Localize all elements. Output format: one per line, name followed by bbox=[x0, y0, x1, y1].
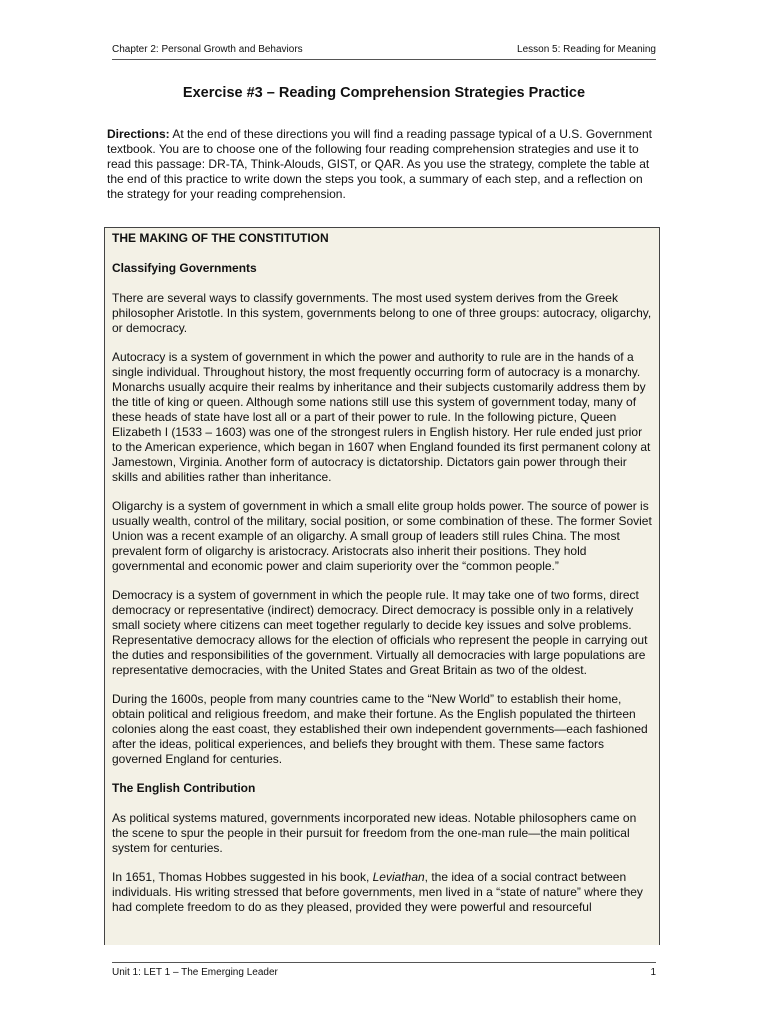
paragraph-hobbes bbox=[112, 870, 655, 915]
footer-unit: Unit 1: LET 1 – The Emerging Leader bbox=[112, 967, 278, 978]
hobbes-text-start: In 1651, Thomas Hobbes suggested in his book, bbox=[112, 870, 373, 884]
section-heading-english: The English Contribution bbox=[112, 781, 256, 795]
passage-title: THE MAKING OF THE CONSTITUTION bbox=[112, 231, 329, 245]
paragraph-philosophers: As political systems matured, governments incorporated new ideas. Notable philosophers came on the scene to spur the people in their pursuit for freedom from the one-man rule—the main political system for centuries. bbox=[112, 811, 637, 855]
header-chapter: Chapter 2: Personal Growth and Behaviors bbox=[112, 44, 303, 55]
page-header bbox=[112, 44, 656, 60]
directions-text: At the end of these directions you will find a reading passage typical of a U.S. Government textbook. You are to choose one of the following four reading comprehension strategies and use it to read this passage: DR-TA, Think-Alouds, GIST, or QAR. As you use the strategy, complete the table at the end of this practice to write down the steps you took, a summary of each step, and a reflection on the strategy for your reading comprehension. bbox=[107, 127, 652, 201]
paragraph-autocracy: Autocracy is a system of government in which the power and authority to rule are in the hands of a single individual. Throughout history, the most frequently occurring form of autocracy is a monarchy. Monarchs usually acquire their realms by inheritance and their subjects customarily address them by the title of king or queen. Although some nations still use this system of government today, many of these heads of state have lost all or a part of their power to rule. In the following picture, Queen Elizabeth I (1533 – 1603) was one of the strongest rulers in English history. Her rule ended just prior to the American experience, which began in 1607 when England founded its first permanent colony at Jamestown, Virginia. Another form of autocracy is dictatorship. Dictators gain power through their skills and abilities rather than inheritance. bbox=[112, 350, 651, 484]
paragraph-new-world: During the 1600s, people from many countries came to the “New World” to establish their home, obtain political and religious freedom, and make their fortune. As the English populated the thirteen colonies along the east coast, they established their own independent governments—each fashioned after the ideas, political experiences, and beliefs they brought with them. These same factors governed England for centuries. bbox=[112, 692, 648, 766]
page-footer bbox=[112, 962, 656, 978]
header-lesson: Lesson 5: Reading for Meaning bbox=[517, 44, 656, 55]
directions bbox=[107, 127, 661, 202]
paragraph-democracy: Democracy is a system of government in which the people rule. It may take one of two forms, direct democracy or representative (indirect) democracy. Direct democracy is possible only in a relatively small society where citizens can meet together regularly to decide key issues and solve problems. Representative democracy allows for the election of officials who represent the people in carrying out the duties and responsibilities of the government. Virtually all democracies with large populations are representative democracies, with the United States and Great Britain as two of the oldest. bbox=[112, 588, 648, 677]
book-title-leviathan: Leviathan bbox=[372, 870, 425, 884]
paragraph-intro: There are several ways to classify governments. The most used system derives from the Greek philosopher Aristotle. In this system, governments belong to one of three groups: autocracy, oligarchy, or democracy. bbox=[112, 291, 652, 335]
exercise-title: Exercise #3 – Reading Comprehension Strategies Practice bbox=[182, 85, 586, 101]
hobbes-text-end: , the idea of a social contract between individuals. His writing stressed that before governments, men lived in a “state of nature” where they had complete freedom to do as they pleased, provided they were powerful and resourceful bbox=[112, 870, 643, 914]
page-number: 1 bbox=[650, 967, 656, 978]
directions-label: Directions: bbox=[107, 127, 170, 141]
reading-passage bbox=[104, 227, 660, 945]
section-heading-classifying: Classifying Governments bbox=[112, 261, 257, 275]
paragraph-oligarchy: Oligarchy is a system of government in which a small elite group holds power. The source of power is usually wealth, control of the military, social position, or some combination of these. The former Soviet Union was a recent example of an oligarchy. A small group of leaders still rules China. The most prevalent form of oligarchy is aristocracy. Aristocrats also inherit their positions. They hold governmental and economic power and claim superiority over the “common people.” bbox=[112, 499, 652, 573]
